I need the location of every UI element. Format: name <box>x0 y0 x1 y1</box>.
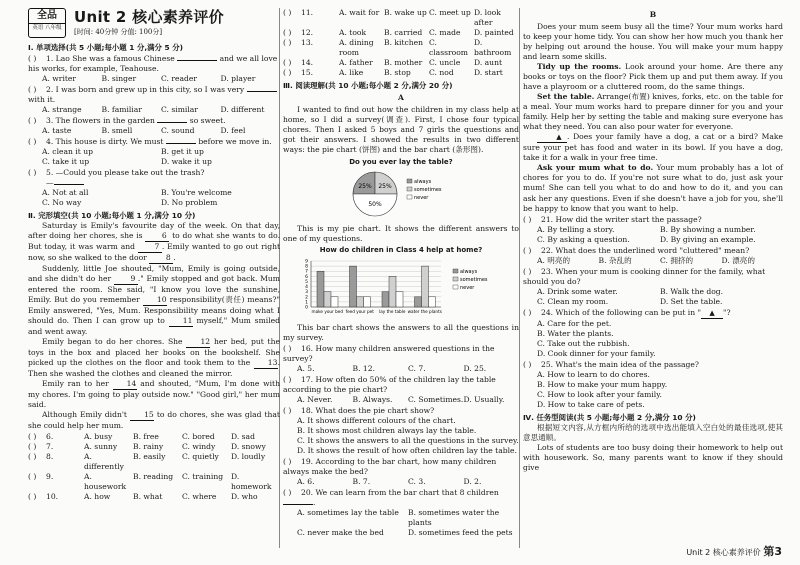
y-tick: 2 <box>305 295 308 301</box>
bar-chart <box>283 246 519 322</box>
x-tick: water the plants <box>407 309 442 315</box>
cloze-paragraph: Emily began to do her chores. She 12 her bed, put the toys in the box and placed her books on the bookshelf. She picked up the clothes on the floor and took them to the 13. Then she washed the clothes and cleaned the mirror. <box>28 336 280 378</box>
bar-legend-item: sometimes <box>460 277 488 284</box>
header <box>28 8 280 40</box>
bar <box>429 297 436 307</box>
column-divider <box>519 8 520 548</box>
page-number: 第3 <box>763 545 782 559</box>
x-tick: make your bed <box>311 309 343 315</box>
passage-b-p4: ▲ . Does your family have a dog, a cat or a bird? Make sure your pet has food and water in its bowl. If you have a dog, take it for a walk in your free time. <box>523 132 784 163</box>
passage-b-p2: Tidy up the rooms. Look around your home. Are there any books or toys on the floor? Pick them up and put them away. If you have a playroom or a cluttered room, do the same things. <box>523 62 783 92</box>
passage-b-label: B <box>649 10 657 19</box>
pie-label: 25% <box>358 183 372 191</box>
bar-legend-item: never <box>460 285 475 292</box>
cloze-paragraph: Although Emily didn't 15 to do chores, she was glad that she could help her mum. <box>28 410 280 431</box>
q21: ( ) 21. How did the writer start the passage? A. By telling a story. B. By showing a number. C. By asking a question. D. By giving an example. <box>523 214 756 244</box>
q20: ( ) 20. We can learn from the bar chart that 8 children . A. sometimes lay the table B. sometimes water the plants C. never make the bed D. sometimes feed the pets <box>283 487 513 537</box>
badge-title: 全品 <box>37 10 57 21</box>
passage-b-p1: Does your mum seem busy all the time? Your mum works hard to keep your home tidy. You can show her how much you thank her by helping out around the house. You will make your mum happy and learn some skills. <box>523 22 783 62</box>
bar <box>317 272 324 308</box>
cloze-options: ( ) 6. A. busy B. free C. bored D. sad ( ) 7. A. sunny B. rainy C. windy D. snowy ( ) 8. A. differently B. easily C. quietly D. loudly ( ) 9. A. housework B. reading C. training D. homework ( ) 10. A. how B. what C. where D. who <box>28 432 272 502</box>
q19: ( ) 19. According to the bar chart, how many children always make the bed? A. 6. B. 7. C. 3. D. 2. <box>283 456 497 486</box>
y-tick: 8 <box>305 265 308 271</box>
pie-chart-svg <box>283 167 519 221</box>
q3: ( ) 3. The flowers in the garden so sweet. A. taste B. smell C. sound D. feel <box>28 115 246 135</box>
section-4-instructions: 根据短文内容,从方框内所给的选项中选出能填入空白处的最佳选项,使其意思通顺。 <box>523 422 783 442</box>
bar <box>324 292 331 307</box>
q22: ( ) 22. What does the underlined word "cluttered" mean? A. 明亮的 B. 杂乱的 C. 拥挤的 D. 漂亮的 <box>523 245 755 265</box>
x-tick: lay the table <box>379 309 406 315</box>
page-title: Unit 2 核心素养评价 <box>74 8 224 26</box>
pie-chart-title: Do you ever lay the table? <box>349 157 453 166</box>
legend-sometimes: sometimes <box>414 187 442 194</box>
bar-legend-item: always <box>460 269 478 276</box>
q1: ( ) 1. Lao She was a famous Chinese and we all love his works, for example, Teahouse. A. writer B. singer C. reader D. player <box>28 53 278 83</box>
bar <box>350 267 357 308</box>
legend-never: never <box>414 195 429 202</box>
legend-always: always <box>414 179 432 186</box>
section-1-heading: Ⅰ. 单项选择(共 5 小题;每小题 1 分,满分 5 分) <box>28 43 183 52</box>
column-left <box>28 8 280 502</box>
passage-a-bar-text: This bar chart shows the answers to all the questions in my survey. <box>283 322 519 342</box>
y-tick: 3 <box>305 290 308 296</box>
y-tick: 7 <box>305 270 308 276</box>
q18: ( ) 18. What does the pie chart show? A. It shows different colours of the chart. B. It shows most children always lay the table. C. It shows the answers to all the questions in the survey. D. It shows the result of how often children lay the table. <box>283 405 519 455</box>
q2: ( ) 2. I was born and grew up in this city, so I was very with it. A. strange B. familiar C. similar D. different <box>28 85 280 115</box>
bar <box>357 297 364 307</box>
y-tick: 0 <box>305 305 308 311</box>
cloze-options-cont: ( ) 11. A. wait for B. wake up C. meet up D. look after ( ) 12. A. took B. carried C. made D. painted ( ) 13. A. dining room B. kitchen C. classroom D. bathroom ( ) 14. A. father B. mother C. uncle D. aunt ( ) 15. A. like B. stop C. nod D. start <box>283 8 514 78</box>
passage-a-label: A <box>398 92 404 102</box>
column-middle <box>283 8 519 538</box>
bar <box>364 297 371 307</box>
section-2-heading: Ⅱ. 完形填空(共 10 小题;每小题 1 分,满分 10 分) <box>28 211 196 220</box>
section-4-heading: Ⅳ. 任务型阅读(共 5 小题;每小题 2 分,满分 10 分) <box>523 413 696 423</box>
bar <box>389 277 396 308</box>
y-tick: 5 <box>305 280 308 286</box>
x-tick: feed your pet <box>345 309 374 315</box>
passage-b-p3: Set the table. Arrange(布置) knives, forks, etc. on the table for a meal. Your mum works hard to prepare dinner for you and your family. Help her by setting the table and making sure everyone has what they need. You can also pour water for everyone. <box>523 92 784 132</box>
bar <box>396 292 403 307</box>
cloze-paragraph: Suddenly, little Joe shouted, "Mum, Emily is going outside, and she didn't do her 9 ." Emily stopped and got back. Mum entered the room. She said, "I know you love the sunshine, Emily. But do you remember 10 responsibility(责任) means?" Emily answered, "Yes, Mum. Responsibility means doing what I should do. Then I can grow up to 11 myself," Mum smiled and went away. <box>28 263 280 336</box>
bar <box>331 297 338 307</box>
q4: ( ) 4. This house is dirty. We must before we move in. A. clean it up B. get it up C. take it up D. wake it up <box>28 136 272 166</box>
passage-a-intro: I wanted to find out how the children in my class help at home, so I did a survey(调查). First, I chose four typical chores. Then I asked 5 boys and 7 girls the questions and got their answers. I showed the results in two different ways: the pie chart (饼图) and the bar chart (条形图). <box>283 104 519 154</box>
pie-label: 50% <box>368 201 382 209</box>
q17: ( ) 17. How often do 50% of the children lay the table according to the pie chart? A. Never. B. Always. C. Sometimes. D. Usually. <box>283 374 505 404</box>
badge-subject: 英语 八年级 <box>29 23 65 32</box>
q5: ( ) 5. —Could you please take out the trash? — A. Not at all B. You're welcome C. No way D. No problem <box>28 167 232 207</box>
cloze-paragraph: Saturday is Emily's favourite day of the week. On that day, after doing her chores, she is 6 to do what she wants to do. But today, it was warm and 7 . Emily wanted to go out right now, so she walked to the door 8 . <box>28 221 280 264</box>
column-right <box>523 8 783 473</box>
pie-label: 25% <box>378 183 392 191</box>
bar <box>415 297 422 307</box>
y-tick: 4 <box>305 285 308 291</box>
y-tick: 6 <box>305 275 308 281</box>
bar <box>382 292 389 307</box>
passage-a-pie-text: This is my pie chart. It shows the different answers to one of my questions. <box>283 224 519 244</box>
page-footer <box>686 545 782 560</box>
bar <box>422 267 429 308</box>
q25: ( ) 25. What's the main idea of the passage? A. How to learn to do chores. B. How to make your mum happy. C. How to look after your family. D. How to take care of pets. <box>523 359 699 410</box>
pie-chart <box>283 158 519 224</box>
footer-text: Unit 2 核心素养评价 <box>686 548 761 558</box>
time-score: [时间: 40分钟 分值: 100分] <box>74 28 163 36</box>
section-3-heading: Ⅲ. 阅读理解(共 10 小题;每小题 2 分,满分 20 分) <box>283 81 453 91</box>
cloze-paragraph: Emily ran to her 14 and shouted, "Mum, I'm done with my chores. I'm going to play outside now." "Good girl," her mum said. <box>28 379 280 410</box>
passage-b-p5: Ask your mum what to do. Your mum probably has a lot of chores for you to do. If you're not sure what to do, just ask your mum! She can tell you what to do and how to do it, and you can ask her any questions. Even if she doesn't have a job for you, she'll be happy to know that you want to help. <box>523 163 783 213</box>
brand-badge <box>28 8 66 38</box>
q23: ( ) 23. When your mum is cooking dinner for the family, what should you do? A. Drink some water. B. Walk the dog. C. Clean my room. D. Set the table. <box>523 266 766 306</box>
q16: ( ) 16. How many children answered questions in the survey? A. 5. B. 12. C. 7. D. 25. <box>283 343 495 373</box>
bar-chart-svg <box>283 255 519 319</box>
section-4-passage: Lots of students are too busy doing their homework to help out with housework. So, many parents want to know if they should give <box>523 442 783 472</box>
bar-chart-title: How do children in Class 4 help at home? <box>319 246 483 255</box>
q24: ( ) 24. Which of the following can be put in " ▲ "? A. Care for the pet. B. Water the plants. C. Take out the rubbish. D. Cook dinner for your family. <box>523 307 731 358</box>
y-tick: 9 <box>305 259 308 265</box>
y-tick: 1 <box>305 300 308 306</box>
